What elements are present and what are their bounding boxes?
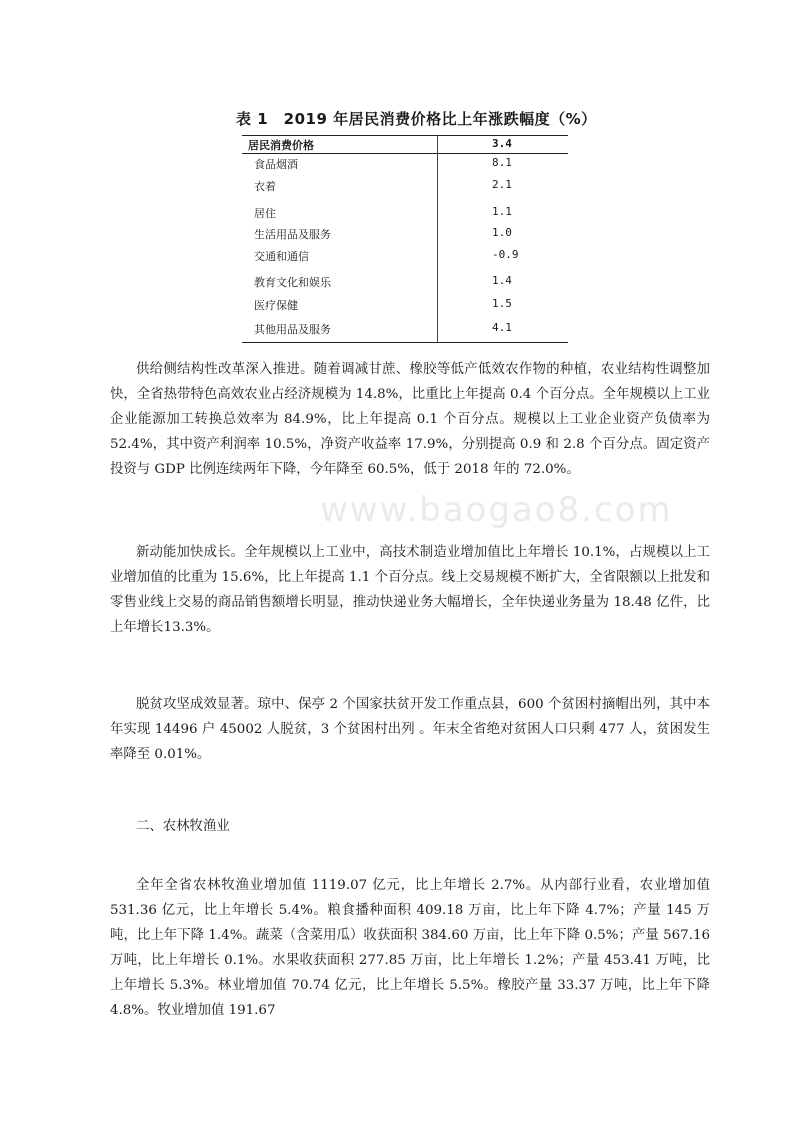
row-label: 食品烟酒 bbox=[254, 158, 298, 171]
row-label: 居民消费价格 bbox=[248, 139, 314, 152]
table-row bbox=[242, 274, 568, 290]
table-header-rule bbox=[242, 153, 568, 154]
table-row bbox=[242, 137, 568, 153]
section-heading: 二、农林牧渔业 bbox=[136, 819, 230, 834]
row-value: 3.4 bbox=[492, 137, 512, 150]
table-row bbox=[242, 248, 568, 264]
watermark: www.baogao8.com bbox=[320, 490, 673, 530]
row-value: 1.4 bbox=[492, 274, 512, 287]
table-row bbox=[242, 178, 568, 194]
row-value: 8.1 bbox=[492, 156, 512, 169]
paragraph-supply-side-reform: 供给侧结构性改革深入推进。随着调减甘蔗、橡胶等低产低效农作物的种植，农业结构性调整加快，全省热带特色高效农业占经济规模为 14.8%，比重比上年提高 0.4 个百分点。全年规模以上工业企业能源加工转换总效率为 84.9%，比上年提高 0.1 个百分点。规模以上工业企业资产负债率为 52.4%，其中资产利润率 10.5%，净资产收益率 17.9%，分别提高 0.9 和 2.8 个百分点。固定资产投资与 GDP 比例连续两年下降，今年降至 60.5%，低于 2018 年的 72.0%。 bbox=[110, 362, 710, 477]
table-top-rule bbox=[242, 135, 568, 136]
row-label: 其他用品及服务 bbox=[254, 323, 331, 336]
table-title: 表 1 2019 年居民消费价格比上年涨跌幅度（%） bbox=[236, 110, 597, 128]
table-row bbox=[242, 205, 568, 221]
table-row bbox=[242, 297, 568, 313]
paragraph-poverty-alleviation: 脱贫攻坚成效显著。琼中、保亭 2 个国家扶贫开发工作重点县，600 个贫困村摘帽出列，其中本年实现 14496 户 45002 人脱贫，3 个贫困村出列 。年末全省绝对贫困人口只剩 477 人，贫困发生率降至 0.01%。 bbox=[110, 697, 710, 762]
row-label: 居住 bbox=[254, 207, 276, 220]
row-value: 4.1 bbox=[492, 321, 512, 334]
row-value: 1.5 bbox=[492, 297, 512, 310]
row-label: 生活用品及服务 bbox=[254, 228, 331, 241]
row-label: 衣着 bbox=[254, 180, 276, 193]
table-row bbox=[242, 156, 568, 172]
table-row bbox=[242, 226, 568, 242]
row-value: 2.1 bbox=[492, 178, 512, 191]
row-label: 交通和通信 bbox=[254, 250, 309, 263]
row-label: 教育文化和娱乐 bbox=[254, 276, 331, 289]
paragraph-new-momentum: 新动能加快成长。全年规模以上工业中，高技术制造业增加值比上年增长 10.1%，占规模以上工业增加值的比重为 15.6%，比上年提高 1.1 个百分点。线上交易规模不断扩大，全省限额以上批发和零售业线上交易的商品销售额增长明显，推动快递业务大幅增长，全年快递业务量为 18.48 亿件，比上年增长13.3%。 bbox=[110, 545, 710, 635]
table-row bbox=[242, 321, 568, 337]
row-label: 医疗保健 bbox=[254, 299, 298, 312]
row-value: -0.9 bbox=[492, 248, 519, 261]
row-value: 1.0 bbox=[492, 226, 512, 239]
table-bottom-rule bbox=[242, 342, 568, 343]
paragraph-agriculture: 全年全省农林牧渔业增加值 1119.07 亿元，比上年增长 2.7%。从内部行业看，农业增加值 531.36 亿元，比上年增长 5.4%。粮食播种面积 409.18 万亩，比上年下降 4.7%；产量 145 万吨，比上年下降 1.4%。蔬菜（含菜用瓜）收获面积 384.60 万亩，比上年下降 0.5%；产量 567.16 万吨，比上年增长 0.1%。水果收获面积 277.85 万亩，比上年增长 1.2%；产量 453.41 万吨，比上年增长 5.3%。林业增加值 70.74 亿元，比上年增长 5.5%。橡胶产量 33.37 万吨，比上年下降 4.8%。牧业增加值 191.67 bbox=[110, 878, 710, 1018]
row-value: 1.1 bbox=[492, 205, 512, 218]
